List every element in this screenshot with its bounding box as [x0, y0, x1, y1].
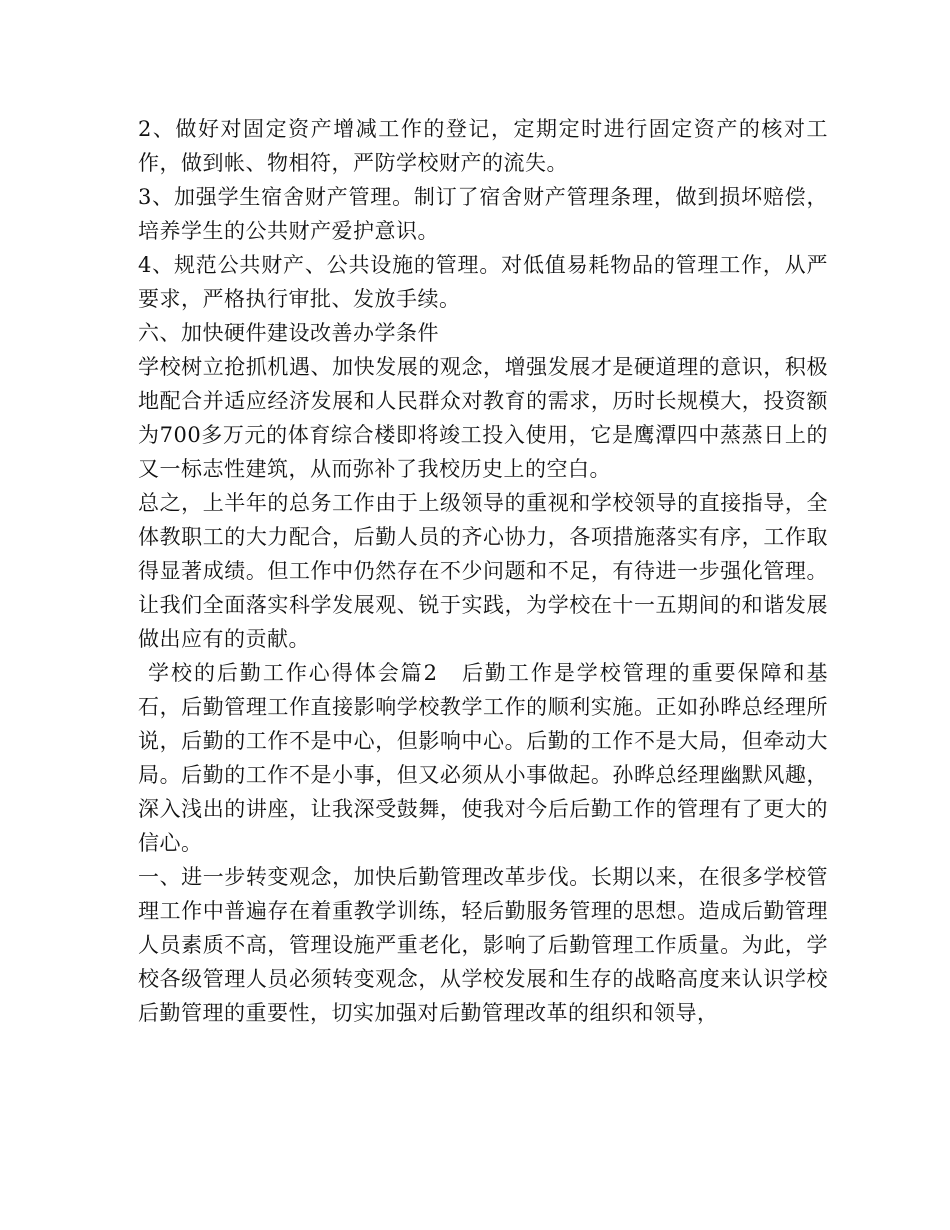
paragraph-reform: 一、进一步转变观念，加快后勤管理改革步伐。长期以来，在很多学校管理工作中普遍存在着重教学训练，轻后勤服务管理的思想。造成后勤管理人员素质不高，管理设施严重老化，影响了后勤管理工作质量。为此，学校各级管理人员必须转变观念，从学校发展和生存的战略高度来认识学校后勤管理的重要性，切实加强对后勤管理改革的组织和领导， — [138, 865, 828, 1025]
paragraph-article-2-intro: 学校的后勤工作心得体会篇2 后勤工作是学校管理的重要保障和基石，后勤管理工作直接影响学校教学工作的顺利实施。正如孙晔总经理所说，后勤的工作不是中心，但影响中心。后勤的工作不是大局，但牵动大局。后勤的工作不是小事，但又必须从小事做起。孙晔总经理幽默风趣，深入浅出的讲座，让我深受鼓舞，使我对今后后勤工作的管理有了更大的信心。 — [138, 661, 828, 855]
paragraph-public-facilities: 4、规范公共财产、公共设施的管理。对低值易耗物品的管理工作，从严要求，严格执行审批、发放手续。 — [138, 253, 828, 311]
section-heading-hardware: 六、加快硬件建设改善办学条件 — [138, 321, 439, 345]
paragraph-development: 学校树立抢抓机遇、加快发展的观念，增强发展才是硬道理的意识，积极地配合并适应经济发展和人民群众对教育的需求，历时长规模大，投资额为700多万元的体育综合楼即将竣工投入使用，它是鹰潭四中蒸蒸日上的又一标志性建筑，从而弥补了我校历史上的空白。 — [138, 355, 828, 481]
document-page — [138, 112, 828, 1030]
paragraph-summary: 总之，上半年的总务工作由于上级领导的重视和学校领导的直接指导，全体教职工的大力配合，后勤人员的齐心协力，各项措施落实有序，工作取得显著成绩。但工作中仍然存在不少问题和不足，有待进一步强化管理。让我们全面落实科学发展观、锐于实践，为学校在十一五期间的和谐发展做出应有的贡献。 — [138, 491, 828, 651]
paragraph-dormitory-property: 3、加强学生宿舍财产管理。制订了宿舍财产管理条理，做到损坏赔偿，培养学生的公共财产爱护意识。 — [138, 185, 828, 243]
paragraph-fixed-assets: 2、做好对固定资产增减工作的登记，定期定时进行固定资产的核对工作，做到帐、物相符，严防学校财产的流失。 — [138, 117, 828, 175]
